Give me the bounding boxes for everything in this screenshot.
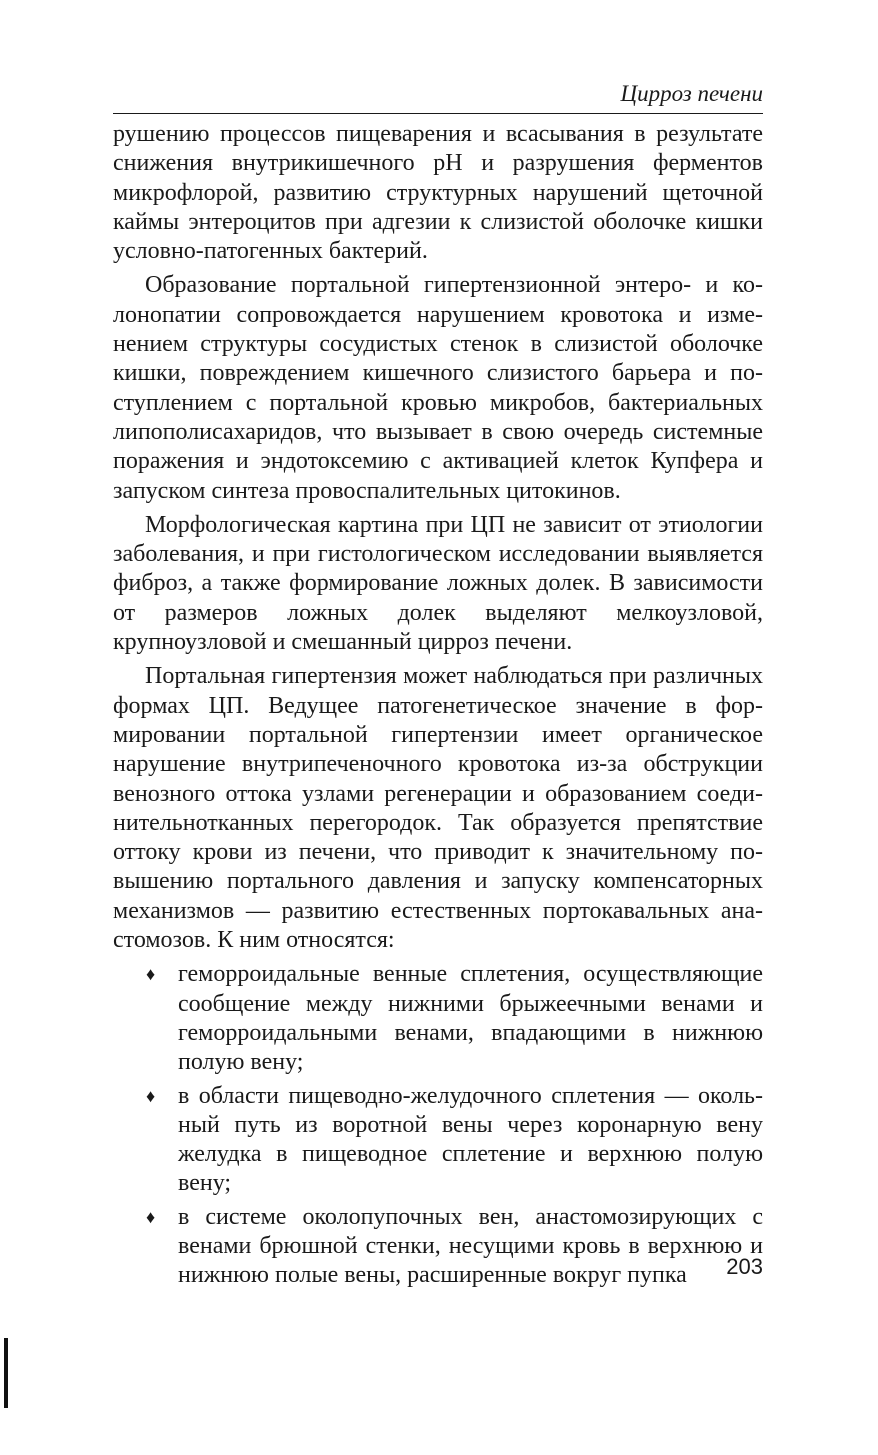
list-item-text: в системе околопупочных вен, анастомозирующих с венами брюшной стенки, несущими кровь в верхнюю и нижнюю полые вены, расширенные вокруг пупка	[178, 1203, 763, 1289]
list-item-text: геморроидальные венные сплетения, осуществляющие сообщение между нижними брыжеечными венами и геморроидальными венами, впадающими в нижнюю полую вену;	[178, 961, 763, 1076]
binding-edge-mark	[4, 1338, 8, 1408]
paragraph-morphology: Морфологическая картина при ЦП не зависит от этиологии заболевания, и при гистологическом исследовании выявляется фиброз, а также формирование ложных долек. В зависимости от размеров ложных долек выделяют мелкоузловой, крупноузловой и смешанный цирроз печени.	[113, 511, 763, 656]
header-rule	[113, 113, 763, 114]
diamond-bullet-icon: ♦	[146, 1206, 156, 1227]
book-page	[113, 0, 763, 1455]
diamond-bullet-icon: ♦	[146, 1085, 156, 1106]
paragraph-continuation: рушению процессов пищеварения и всасывания в результате снижения внутрикишечного pH и разрушения ферментов микрофлорой, развитию структурных нарушений щеточной каймы энтероцитов при адгезии к слизистой оболочке кишки условно-патогенных бактерий.	[113, 121, 763, 265]
page-number: 203	[726, 1254, 763, 1279]
running-head: Цирроз печени	[620, 81, 763, 106]
list-item-text: в области пищеводно-желудочного сплетения — окольный путь из воротной вены через коронарную вену желудка в пищеводное сплетение и верхнюю полую вену;	[178, 1082, 763, 1197]
list-item	[113, 960, 763, 1077]
list-item	[113, 1203, 763, 1291]
paragraph-portal-hypertension: Портальная гипертензия может наблюдаться при различных формах ЦП. Ведущее патогенетическое значение в формировании портальной гипертензии имеет органическое нарушение внутрипеченочного кровотока из-за обструкции венозного оттока узлами регенерации и образованием соединительнотканных перегородок. Так образуется препятствие оттоку крови из печени, что приводит к значительному повышению портального давления и запуску компенсаторных механизмов — развитию естественных портокавальных анастомозов. К ним относятся:	[113, 663, 763, 954]
body-text	[113, 120, 763, 1295]
diamond-bullet-icon: ♦	[146, 964, 156, 985]
anastomoses-list	[113, 960, 763, 1290]
paragraph-enteropathy: Образование портальной гипертензионной энтеро- и колонопатии сопровождается нарушением кровотока и изменением структуры сосудистых стенок в слизистой оболочке кишки, повреждением кишечного слизистого барьера и поступлением с портальной кровью микробов, бактериальных липополисахаридов, что вызывает в свою очередь системные поражения и эндотоксемию с активацией клеток Купфера и запуском синтеза провоспалительных цитокинов.	[113, 272, 763, 504]
list-item	[113, 1082, 763, 1199]
